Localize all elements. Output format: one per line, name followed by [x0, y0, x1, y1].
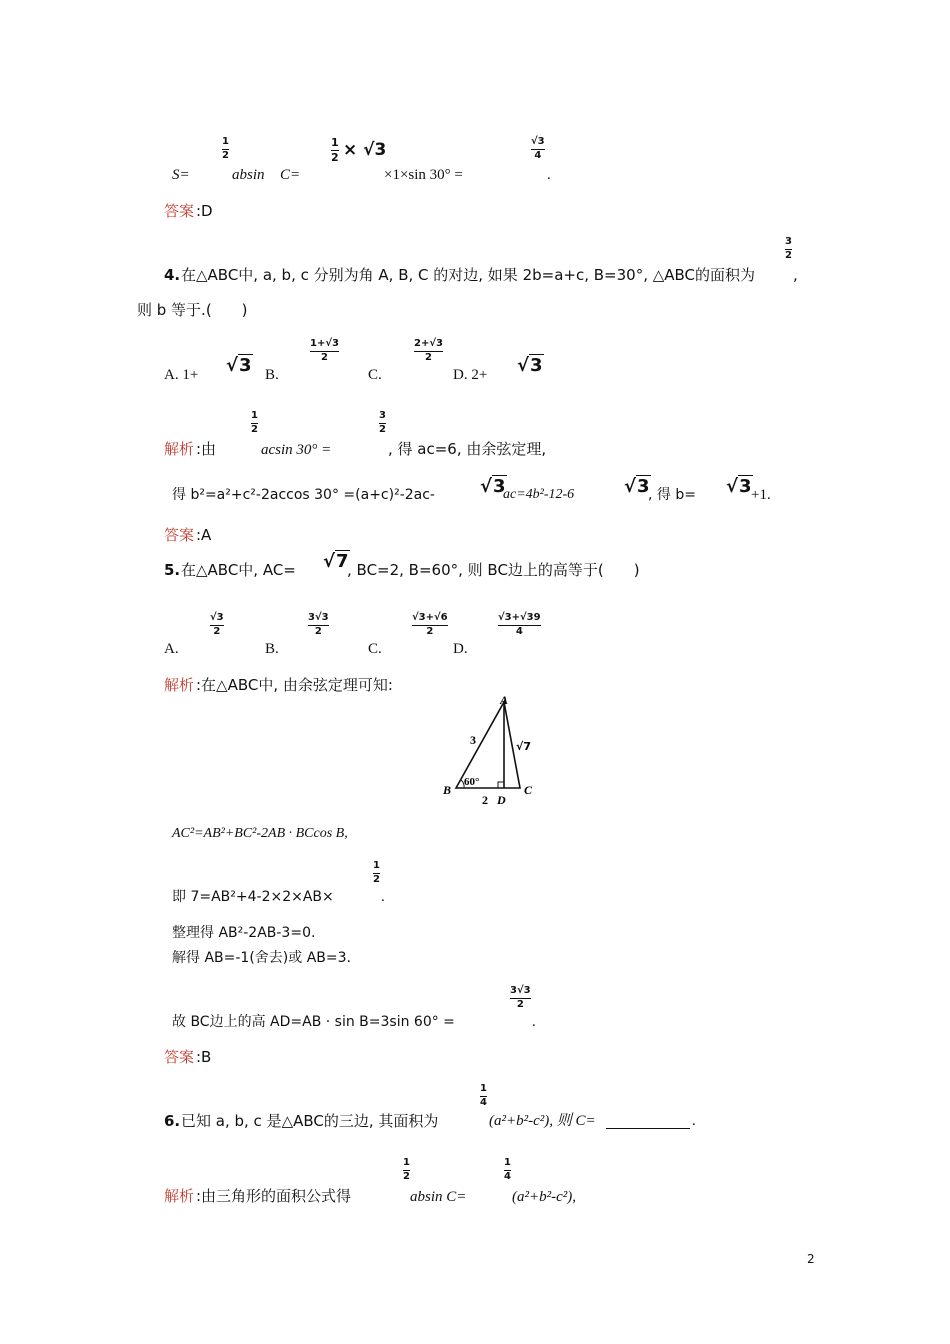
solution-text: :由三角形的面积公式得 [196, 1187, 352, 1205]
solution-line5: 故 BC边上的高 AD=AB · sin B=3sin 60° = [172, 1014, 455, 1030]
option-b-fraction: 1+√3 2 [310, 338, 339, 363]
absin-text: absin [232, 167, 265, 183]
s-equals: S= [172, 167, 190, 183]
vertex-b-label: B [443, 783, 452, 797]
solution-text: :由 [196, 440, 217, 458]
period: . [532, 1014, 536, 1030]
option-a-fraction: √3 2 [210, 612, 224, 637]
solution-line2-d: +1. [751, 487, 771, 503]
solution-label: 解析 [164, 676, 195, 694]
c-equals: C= [280, 167, 301, 183]
vertex-c-label: C [524, 783, 533, 797]
solution-label: 解析 [164, 440, 195, 458]
question-number: 6. [164, 1112, 181, 1130]
option-a-radical: √3 [226, 355, 252, 376]
solution-text: acsin 30° = [261, 442, 332, 458]
option-b: B. [265, 367, 279, 383]
solution-line3: 整理得 AB²-2AB-3=0. [172, 925, 316, 941]
question-number: 4. [164, 266, 181, 284]
answer-value: :D [196, 202, 213, 220]
fraction-half-2: 1 2 [331, 136, 339, 164]
comma: , [793, 266, 798, 284]
option-d: D. 2+ [453, 367, 488, 383]
triangle-figure [436, 692, 546, 812]
option-d: D. [453, 641, 468, 657]
solution-label: 解析 [164, 1187, 195, 1205]
option-c: C. [368, 367, 382, 383]
fraction-3sqrt3-over-2: 3√3 2 [510, 985, 531, 1010]
question-stem-cont: (a²+b²-c²), 则 C= [489, 1113, 596, 1129]
solution-text: , 得 ac=6, 由余弦定理, [388, 440, 547, 458]
solution-line1: AC²=AB²+BC²-2AB · BCcos B, [172, 826, 348, 841]
question-stem: 在△ABC中, a, b, c 分别为角 A, B, C 的对边, 如果 2b=a+c, B=30°, △ABC的面积为 [181, 266, 756, 284]
option-b-fraction: 3√3 2 [308, 612, 329, 637]
page-number: 2 [807, 1252, 815, 1266]
option-c-fraction: 2+√3 2 [414, 338, 443, 363]
question-stem-cont: , BC=2, B=60°, 则 BC边上的高等于( ) [347, 561, 640, 579]
solution-line2: 得 b²=a²+c²-2accos 30° =(a+c)²-2ac- [172, 487, 435, 503]
side-ac-label: √7 [516, 740, 531, 753]
option-c: C. [368, 641, 382, 657]
fraction-quarter: 1 4 [504, 1157, 511, 1182]
option-a: A. 1+ [164, 367, 199, 383]
fraction-half: 1 2 [222, 136, 229, 161]
fraction-quarter: 1 4 [480, 1083, 487, 1108]
answer-blank[interactable] [606, 1114, 690, 1129]
solution-text-b: absin C= [410, 1189, 467, 1205]
answer-label: 答案 [164, 1048, 195, 1066]
vertex-a-label: A [500, 693, 509, 707]
solution-line4: 解得 AB=-1(舍去)或 AB=3. [172, 950, 351, 966]
answer-label: 答案 [164, 202, 195, 220]
angle-b-label: 60° [464, 776, 480, 788]
area-fraction: 3 2 [785, 236, 792, 261]
answer-value: :A [196, 526, 212, 544]
option-a: A. [164, 641, 179, 657]
fraction-half: 1 2 [251, 410, 258, 435]
fraction-half: 1 2 [403, 1157, 410, 1182]
answer-label: 答案 [164, 526, 195, 544]
solution-line2-c: , 得 b= [648, 487, 696, 503]
solution-text-c: (a²+b²-c²), [512, 1189, 577, 1205]
foot-d-label: D [497, 793, 506, 807]
option-d-radical: √3 [517, 355, 543, 376]
times-sin30: ×1×sin 30° = [384, 167, 463, 183]
radical-sqrt3: √3 [726, 476, 752, 497]
question-stem: 已知 a, b, c 是△ABC的三边, 其面积为 [181, 1112, 439, 1130]
side-ab-label: 3 [470, 733, 476, 747]
question-stem: 在△ABC中, AC= [181, 561, 296, 579]
period: . [692, 1113, 696, 1129]
solution-intro: :在△ABC中, 由余弦定理可知: [196, 676, 393, 694]
radical-sqrt7: √7 [323, 551, 349, 572]
solution-line2-b: ac=4b²-12-6 [503, 487, 575, 502]
period: . [547, 167, 551, 183]
option-d-fraction: √3+√39 4 [498, 612, 541, 637]
fraction-sqrt3-over-4: √3 4 [531, 136, 545, 161]
fraction-3-over-2: 3 2 [379, 410, 386, 435]
fraction-half: 1 2 [373, 860, 380, 885]
period: . [381, 889, 385, 905]
times-sqrt3: × √3 [343, 140, 387, 160]
side-bd-label: 2 [482, 793, 488, 807]
option-c-fraction: √3+√6 2 [412, 612, 448, 637]
option-b: B. [265, 641, 279, 657]
radical-sqrt3: √3 [624, 476, 650, 497]
answer-value: :B [196, 1048, 212, 1066]
radical-sqrt3: √3 [480, 476, 506, 497]
solution-line2: 即 7=AB²+4-2×2×AB× [172, 889, 334, 905]
question-number: 5. [164, 561, 181, 579]
question-stem-cont: 则 b 等于.( ) [137, 301, 248, 319]
